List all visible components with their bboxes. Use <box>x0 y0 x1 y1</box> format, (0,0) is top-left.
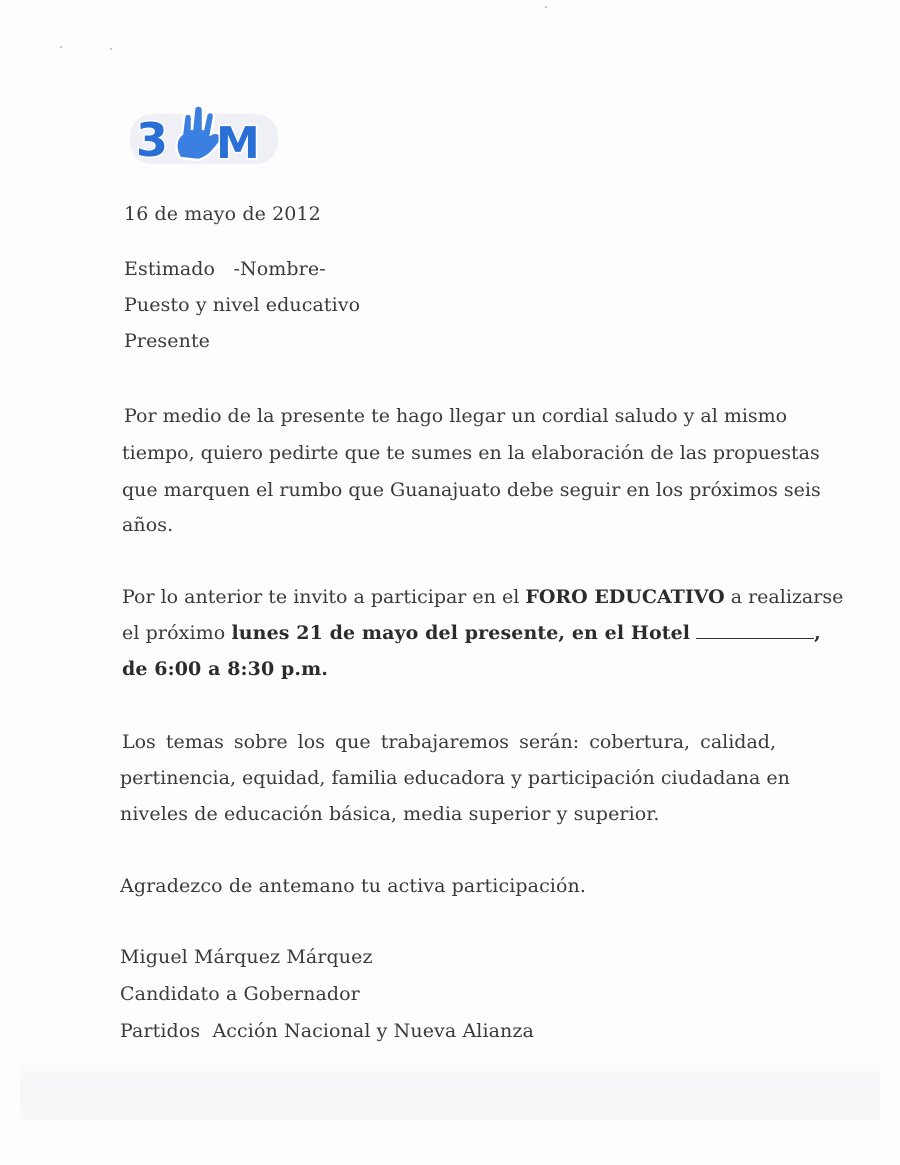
p2-line2-prefix: el próximo <box>122 622 226 644</box>
paragraph3-line2: pertinencia, equidad, familia educadora y participación ciudadana en <box>120 767 790 789</box>
paragraph2-line1 <box>122 585 844 609</box>
svg-text:3: 3 <box>136 113 169 167</box>
scan-speck <box>545 6 547 8</box>
recipient-name-placeholder: -Nombre- <box>233 258 326 280</box>
paragraph2-line3 <box>122 657 328 681</box>
paragraph1-line2: tiempo, quiero pedirte que te sumes en la elaboración de las propuestas <box>122 442 820 464</box>
greeting: Estimado <box>124 258 216 280</box>
recipient-position: Puesto y nivel educativo <box>124 294 361 316</box>
recipient-presente: Presente <box>124 330 211 352</box>
signature-name: Miguel Márquez Márquez <box>120 946 373 968</box>
scan-shadow <box>20 1060 880 1120</box>
hotel-blank-line <box>696 622 814 639</box>
paragraph3-line1: Los temas sobre los que trabajaremos serán: cobertura, calidad, <box>122 731 776 753</box>
paragraph1-line1: Por medio de la presente te hago llegar un cordial saludo y al mismo <box>124 405 788 427</box>
signature-title: Candidato a Gobernador <box>120 983 360 1005</box>
recipient-greeting-line <box>124 257 326 281</box>
p2-line1-suffix: a realizarse <box>730 586 844 608</box>
p2-foro-educativo: FORO EDUCATIVO <box>525 586 725 608</box>
paragraph1-line3: que marquen el rumbo que Guanajuato debe seguir en los próximos seis <box>122 479 821 501</box>
p2-event-date: lunes 21 de mayo del presente, en el Hotel <box>231 622 691 644</box>
paragraph2-line2 <box>122 621 821 645</box>
scan-speck <box>110 48 112 50</box>
signature-parties: Partidos Acción Nacional y Nueva Alianza <box>120 1020 534 1042</box>
3m-logo-icon <box>128 100 280 168</box>
p2-comma: , <box>814 622 821 644</box>
paragraph1-line4: años. <box>122 514 174 536</box>
letter-date: 16 de mayo de 2012 <box>124 203 321 225</box>
paragraph3-line3: niveles de educación básica, media superior y superior. <box>120 803 660 825</box>
p2-event-time: de 6:00 a 8:30 p.m. <box>122 658 329 680</box>
scan-speck <box>60 46 62 48</box>
svg-text:M: M <box>216 118 260 168</box>
p2-line1-prefix: Por lo anterior te invito a participar en el <box>122 586 520 608</box>
closing-line: Agradezco de antemano tu activa participación. <box>120 875 586 897</box>
